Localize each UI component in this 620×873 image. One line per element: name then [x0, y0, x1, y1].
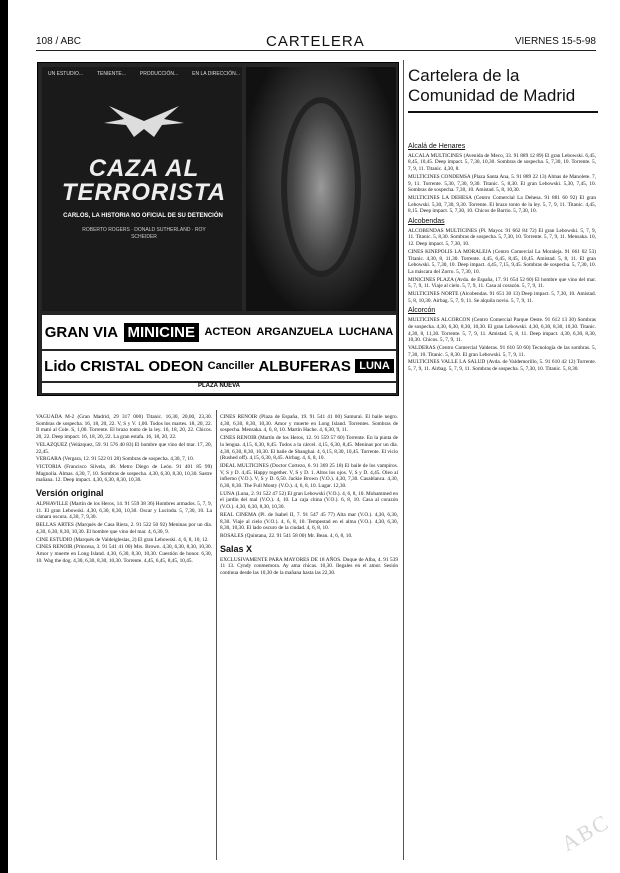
- ad-face-image: [281, 97, 361, 277]
- cinema-logo: GRAN VIA: [44, 323, 119, 341]
- cinema-listing: REAL CINEMA (Pl. de Isabel II, 7. 91 547 45 77) Alta mar (V.O.). 4,30, 6,30, 8,30. Viaje al cielo (V.O.). 4, 6, 8, 10. Tempestad en el alma (V.O.). 4,30, 6,30, 8,30, 10,30. El lado oscuro de la ciudad. 4, 6, 8, 10.: [220, 511, 398, 532]
- cinema-logo: LUCHANA: [338, 326, 394, 338]
- ad-credits: [48, 71, 240, 77]
- cinema-listing: CINES RENOIR (Plaza de España, 19. 91 541 41 00) Samurai. El baile negro. 4,30, 6,30, 8,30, 10,30. Amor y muerte en Long Island. Torrentes. Sombras de sospecha. Mensaka. 4, 6, 8, 10. Martín Hache. 4, 6,30, 9, 11.: [220, 414, 398, 434]
- area-heading: Alcorcón: [408, 307, 436, 315]
- cinema-listing: MULTICINES NORTE (Alcobendas. 91 651 30 13) Deep impact. 5, 7,30, 10. Amistad. 5, 8, 10,30. Airbag. 5, 7, 9, 11. Se alquila novio. 5, 7, 9, 11.: [408, 291, 596, 304]
- cinema-logo: MINICINE: [124, 323, 200, 342]
- cinema-logo: Lido: [44, 357, 76, 375]
- cinema-listing: VICTORIA (Francisco Silvela, 48. Metro Diego de León. 91 401 85 99) Magnolia. Almas. 4,30, 7, 10. Sombras de sospecha. 4,30, 6,30, 8,30, 10,30. Sastre mañana. 12. Deep impact. 4,30, 6,30, 8,30, 10,30.: [36, 463, 212, 484]
- cinema-listing: ROSALES (Quintana, 22. 91 541 58 00) Mr. Bean. 4, 6, 8, 10.: [220, 532, 353, 539]
- cinema-logo-sub: PLAZA NUEVA: [198, 383, 240, 389]
- area-heading: Alcalá de Henares: [408, 143, 466, 150]
- cinema-listing: MULTICINES VALLE LA SALUD (Avda. de Valdemorillo, 5. 91 610 42 12) Torrente. 5, 7, 9, 11. Airbag. 5, 7, 9, 11. Sombras de sospecha. 5, 7,30, 10. Titanic. 5, 8,30.: [408, 359, 596, 373]
- ad-cast: ROBERTO ROGERS · DONALD SUTHERLAND · ROY SCHEIDER: [82, 227, 206, 240]
- cinema-logo: ARGANZUELA: [256, 326, 334, 338]
- page-header: [36, 34, 596, 50]
- ad-cinema-logos-row2: [42, 351, 396, 381]
- cinema-logo: CRISTAL: [80, 357, 145, 375]
- cinema-logo: ACTEON: [204, 326, 251, 338]
- cinema-listing: ALCOBENDAS MULTICINES (Pl. Mayor. 91 662 84 72) El gran Lebowski. 5, 7, 9, 11. Titanic. 5, 8,30. Sombras de sospecha. 5, 7,30, 10. Torrente. 5, 7, 9, 11. Mensaka. 10, 12. Deep impact. 5, 7,30, 10.: [408, 227, 596, 248]
- watermark: ABC: [556, 808, 614, 857]
- ad-footer-strip: [42, 383, 396, 393]
- ad-credit: TENIENTE...: [96, 71, 126, 77]
- cinema-listing: MULTICINES ALCORCON (Centro Comercial Parque Oeste. 91 612 13 30) Sombras de sospecha. 4,30, 6,30, 8,30, 10,30. El gran Lebowski. 4,30, 6,30, 8,30, 10,30. Titanic. 4,30, 8, 11,30. Torrente. 5, 7, 9, 11. Amistad. 5, 8, 11. Deep impact. 4,30, 6,30, 8,30, 10,30. Chicos. 5, 7, 9, 11.: [408, 317, 596, 344]
- header-rule: [36, 50, 596, 51]
- section-title: CARTELERA: [266, 33, 365, 50]
- cinema-listing: MULTICINES CONDEMSA (Plaza Santa Ana, 5. 91 889 22 13) Almas de Manolete. 7, 9, 11. Torrente. 5,30, 7,30, 9,30. Titanic. 5, 8,30. El gran Lebowski. 5,30, 7,45, 10. Sombras de sospecha. 7,30, 10. Amistad. 5, 8, 10,30.: [408, 173, 596, 194]
- cinema-listing: MINICINES PLAZA (Avda. de España, 17. 91 654 52 60) El hombre que vino del mar. 5, 7, 9, 11. Viaje al cielo. 5, 7, 9, 11. Casa al corazón. 5, 7, 9, 11.: [408, 276, 596, 290]
- cinema-logo: LUNA: [355, 359, 394, 373]
- banner-line: Cartelera de la: [408, 66, 520, 85]
- ad-film-title: CAZA AL TERRORISTA: [61, 155, 227, 206]
- cinema-listing: ALPHAVILLE (Martín de los Heros, 14. 91 559 38 36) Hombres armados. 5, 7, 9, 11. El gran Lebowski. 4,30, 6,30, 8,30, 10,30. Oscar y Lucinda. 5, 7,30, 10. La cámara oscura. 4,30, 7, 9,30.: [36, 501, 212, 521]
- cinema-listing: MULTICINES LA DEHESA (Centro Comercial La Dehesa. 91 881 60 92) El gran Lebowski. 5,30, 7,30, 9,30. Torrente. El brazo tonto de la ley. 5, 7, 9, 11. Titanic. 4,45, 8,15. Deep impact. 5, 7,30, 10. Chicos de Barrio. 5, 7,30, 10.: [408, 194, 596, 215]
- listings-column-1: [36, 414, 212, 565]
- section-subhead: Salas X: [220, 543, 253, 554]
- cinema-listing: BELLAS ARTES (Marqués de Casa Riera, 2. 91 522 50 92) Meninas por un día. 4,30, 6,30, 8,30, 10,30. El hombre que vino del mar. 4, 6,30, 9.: [36, 522, 212, 535]
- cinema-listing: CINES RENOIR (Martín de los Heros, 12. 91 559 57 60) Torrente. En la punta de la lengua. 4,15, 6,30, 8,45. Todos a la cárcel. 4,15, 6,30, 8,45. Meninas por un día. 4,30, 6,30, 8,30, 10,30. El baile de Shanghai. 4, 6,15, 8,30, 10,45. Torrente. El vicio (Rushed off). 4,15, 6,30, 8,45. Airbag. 4, 6, 8, 10.: [220, 435, 398, 462]
- ad-poster-face: [246, 67, 396, 311]
- cinema-logo: Canciller: [207, 360, 255, 372]
- cinema-listing: LUNA (Luna, 2. 91 522 47 52) El gran Lebowski (V.O.). 4, 6, 8, 10. Mohammed en el jardín del mal (V.O.). 4, 10. La caja china (V.O.). 6, 8, 10. Casa al corazón (V.O.). 4,30, 6,30, 8,30, 10,30.: [220, 490, 398, 511]
- cinema-listing: VELAZQUEZ (Velázquez, 59. 91 576 40 83) El hombre que vino del mar. 17, 20, 22,45.: [36, 441, 212, 455]
- page-number: 108 / ABC: [36, 36, 82, 47]
- issue-date: VIERNES 15-5-98: [514, 36, 596, 47]
- column-divider: [403, 60, 404, 860]
- banner-line: Comunidad de Madrid: [408, 86, 576, 105]
- cinema-listing: CINES RENOIR (Princesa, 3. 91 541 41 00) Mrs. Brown. 4,30, 6,30, 8,30, 10,30. Amor y muerte en Long Island. 4,30, 6,30, 8,30, 10,30. Cuestión de honor. 6,30, 10. Wag the dog. 4,30, 6,30, 8,30, 10,30. Torrente. 4,45, 6,45, 8,45, 10,45.: [36, 544, 212, 564]
- ad-poster-left: [42, 67, 242, 311]
- cinema-listing: EXCLUSIVAMENTE PARA MAYORES DE 18 AÑOS. Duque de Alba, 4. 91 539 11 13. Cyndy conmemora. Ay ama chicas. 10,30. Ilegales en el amor. Sesión continua desde las 10,30 de la mañana hasta las 22,30.: [220, 556, 398, 577]
- cinema-listing: VERGARA (Vergara, 12. 91 522 01 28) Sombras de sospecha. 4,30, 7, 10.: [36, 456, 195, 463]
- cinema-listing: VAGUADA M-2 (Gran Madrid, 29 317 000) Titanic. 16,30, 20,00, 23,30. Sombras de sospecha. 16, 18, 20, 22. V, S y V. 1,00. Todos los martes. 18, 20, 22. Il mató al Cole. S, 1,00. Torrente. El brazo tonto de la ley. 16, 18, 20, 22. Chicos. 20, 22. Deep impact. 16, 18, 20, 22. La gran estafa. 16, 18, 20, 22.: [36, 414, 212, 441]
- banner-rule: [408, 111, 598, 113]
- cinema-listing: CINES KINEPOLIS LA MORALEJA (Centro Comercial La Moraleja. 91 661 02 53) Titanic. 4,30, 8, 11,30. Torrente. 4,45, 6,45, 8,45, 10,45. Amistad. 5, 8, 11. El gran Lebowski. 5, 7,30, 10. Deep impact. 4,45, 7,15, 9,45. Sombras de sospecha. 5, 7,30, 10. La máscara del Zorro. 5, 7,30, 10.: [408, 248, 596, 275]
- cinema-listing: CINE ESTUDIO (Marqués de Valdeiglesias, 2) El gran Lebowski. 4, 6, 8, 10, 12.: [36, 536, 209, 543]
- cinema-listing: VALDERAS (Centro Comercial Valderas. 91 610 50 60) Tecnología de las sombras. 5, 7,30, 10. Titanic. 5, 8,30. El gran Lebowski. 5, 7, 9, 11.: [408, 344, 596, 358]
- cinema-listing: IDEAL MULTICINES (Doctor Cortezo, 6. 91 369 25 18) El baile de los vampiros. V, S y D. 4,45. Happy together. V, S y D. 1. Altos los ojos. V, S y D. 4,45. Oleo al infierno (V.O.). V, S y D. 6,50. Jackie Brown (V.O.). 4,30, 7,30. Casablanca. 4,30, 6,30, 8,30. The Full Monty (V.O.). 4, 6, 8, 10. Lugar. 12,30.: [220, 462, 398, 490]
- cinema-logo: ALBUFERAS: [258, 357, 351, 375]
- cinema-logo: ODEON: [148, 357, 204, 375]
- ad-cinema-logos-row1: [42, 315, 396, 349]
- scan-edge: [0, 0, 8, 873]
- column-divider: [216, 410, 217, 860]
- listings-column-3: [408, 140, 596, 374]
- eagle-icon: [104, 101, 184, 141]
- section-subhead: Versión original: [36, 488, 104, 499]
- cinema-listing: ALCALA MULTICINES (Avenida de Meco, 33. 91 889 12 89) El gran Lebowski. 6,45, 8,45, 10,45. Deep impact. 5, 7,30, 10,30. Sombras de sospecha. 5, 7,30, 10. Torrente. 5, 7, 9, 11. Titanic. 4,30, 8.: [408, 152, 596, 173]
- ad-credit: PRODUCCIÓN...: [139, 71, 179, 77]
- ad-credit: UN ESTUDIO...: [48, 71, 84, 77]
- listings-banner: [408, 66, 598, 106]
- film-advertisement: [37, 62, 399, 396]
- listings-column-2: [220, 414, 398, 578]
- ad-credit: EN LA DIRECCIÓN...: [192, 71, 240, 77]
- area-heading: Alcobendas: [408, 218, 445, 226]
- ad-tagline: CARLOS, LA HISTORIA NO OFICIAL DE SU DETENCIÓN: [63, 213, 223, 219]
